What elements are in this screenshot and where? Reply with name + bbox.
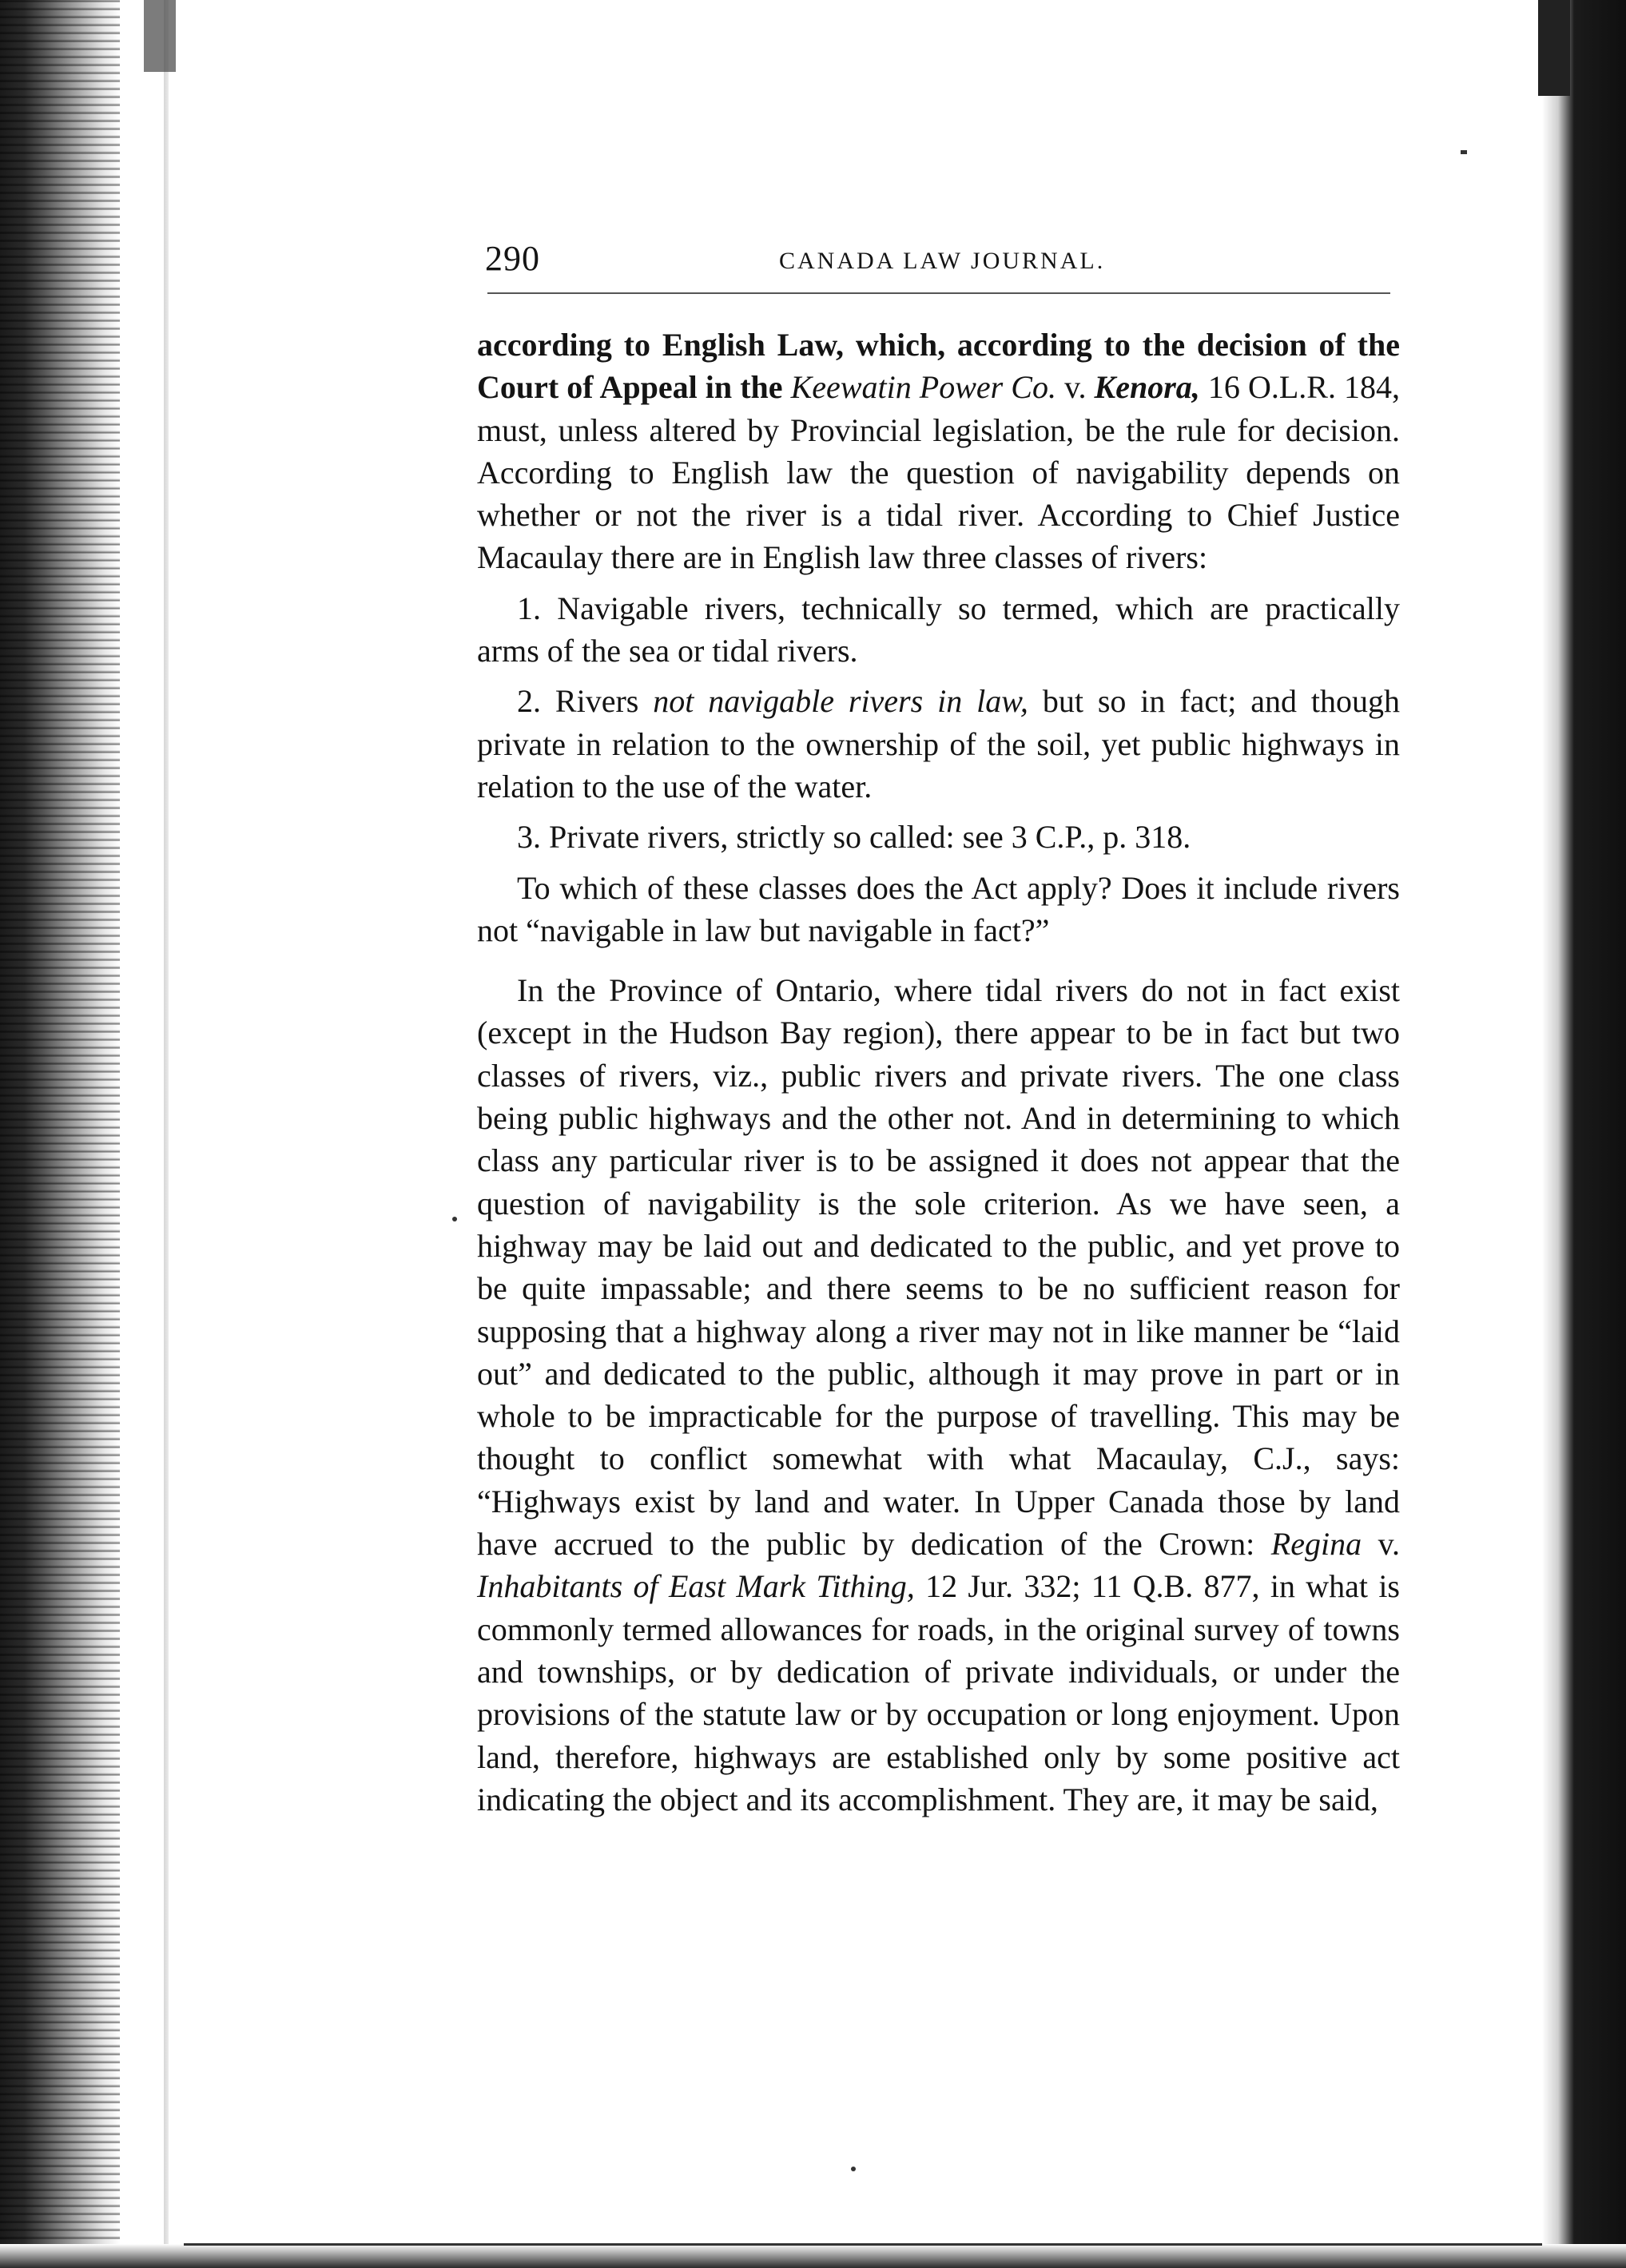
paragraph-2: To which of these classes does the Act apply? Does it include rivers not “navigable in law but navigable in fact?”: [477, 869, 1400, 948]
paragraph-1-rest: 16 O.L.R. 184, must, unless altered by Provincial legislation, be the rule for decision. According to English law the question of navigability depends on whether or not the river is a tidal river. According to Chief Justice Macaulay there are in English law three classes of rivers:: [477, 369, 1401, 576]
versus-abbrev: v.: [1064, 369, 1087, 406]
left-page-edge: [164, 0, 169, 2268]
list-item-1: 1. Navigable rivers, technically so termed, which are practically arms of the sea or tidal rivers.: [477, 590, 1400, 669]
list-item-2-lead: 2. Rivers: [517, 683, 639, 720]
bottom-edge-rule: [184, 2243, 1542, 2246]
paragraph-3-text-a: In the Province of Ontario, where tidal rivers do not in fact exist (except in the Hudson Bay region), there appear to be in fact but two classes of rivers, viz., public rivers and private rivers. The one class being public highways and the other not. And in determining to which class any particular river is to be assigned it does not appear that the question of navigability is the sole criterion. As we have seen, a highway may be laid out and dedicated to the public, and yet prove to be quite impassable; and there seems to be no sufficient reason for supposing that a highway along a river may not in like manner be “laid out” and dedicated to the public, although it may prove in part or in whole to be impracticable for the purpose of travelling. This may be thought to conflict somewhat with what Macaulay, C.J., says: “Highways exist by land and water. In Upper Canada those by land have accrued to the public by dedication of the Crown:: [477, 972, 1400, 1563]
case-name-regina: Regina: [1270, 1526, 1362, 1563]
list-item-3: 3. Private rivers, strictly so called: see 3 C.P., p. 318.: [517, 819, 1191, 856]
right-scan-notch: [1538, 0, 1570, 96]
right-page-shadow: [1542, 0, 1626, 2268]
left-binding-shadow: [0, 0, 120, 2268]
list-item-2-rest: but so in fact; and though private in relation to the ownership of the soil, yet public highways in relation to the use of the water.: [477, 683, 1401, 804]
paragraph-1: [477, 324, 1400, 579]
bottom-page-shadow: [0, 2244, 1626, 2268]
case-name-inhabitants: Inhabitants of East Mark Tithing,: [477, 1568, 915, 1605]
versus-abbrev-2: v.: [1378, 1526, 1401, 1563]
paragraph-1-bold-text: according to English Law, which, according to the decision of the Court of Appeal in the: [477, 327, 1400, 406]
paragraph-3: [477, 969, 1400, 1821]
header-rule: [487, 292, 1390, 294]
margin-speck: [452, 1217, 457, 1221]
scan-speck: [1461, 150, 1467, 154]
list-item-2-italic: not navigable rivers in law,: [653, 683, 1028, 720]
page-number: 290: [485, 239, 540, 278]
paragraph-3-text-b: 12 Jur. 332; 11 Q.B. 877, in what is commonly termed allowances for roads, in the original survey of towns and townships, or by dedication of private individuals, or under the provisions of the statute law or by occupation or long enjoyment. Upon land, therefore, highways are established only by some positive act indicating the object and its accomplishment. They are, it may be said,: [477, 1568, 1401, 1817]
top-scan-smudge: [144, 0, 176, 72]
running-head: CANADA LAW JOURNAL.: [779, 248, 1106, 274]
bottom-speck: [851, 2167, 856, 2171]
list-item-2: [477, 680, 1400, 808]
case-name-italic-2: Kenora,: [1094, 369, 1200, 406]
page-body: [477, 324, 1400, 1821]
case-name-italic: Keewatin Power Co.: [790, 369, 1056, 406]
